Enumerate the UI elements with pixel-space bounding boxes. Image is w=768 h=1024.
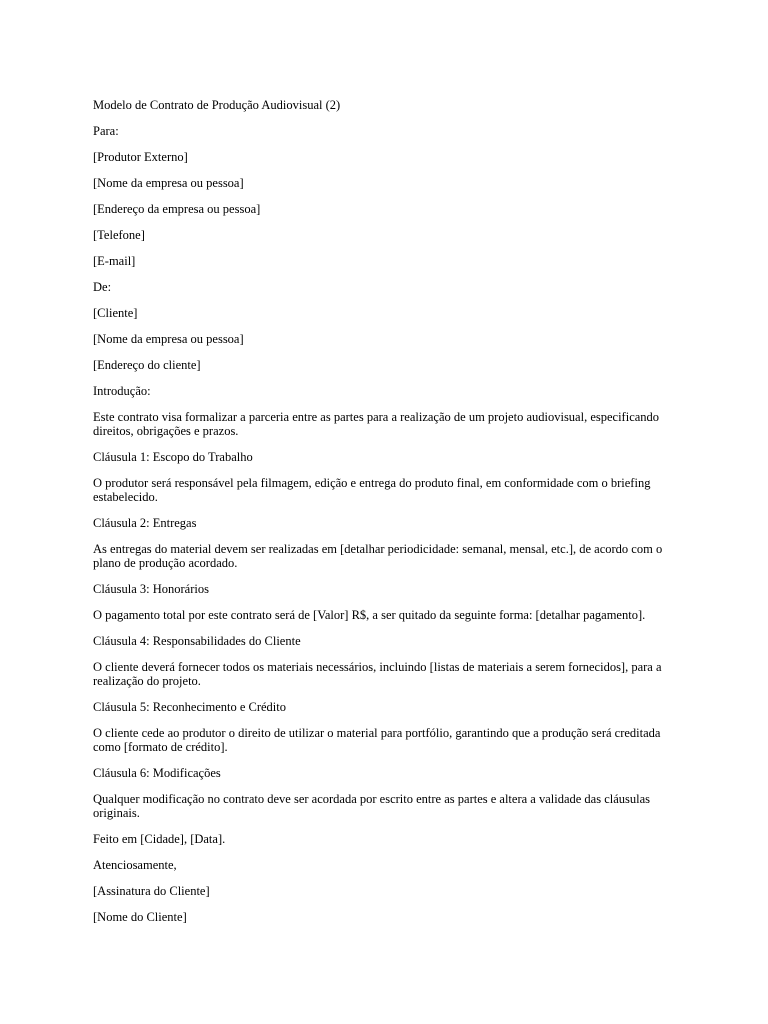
document-title: Modelo de Contrato de Produção Audiovisual (2) [93, 98, 341, 112]
clause-2-heading: Cláusula 2: Entregas [93, 516, 197, 530]
recipient-address: [Endereço da empresa ou pessoa] [93, 202, 261, 216]
sender-address: [Endereço do cliente] [93, 358, 201, 372]
from-label: De: [93, 280, 112, 294]
recipient-email: [E-mail] [93, 254, 136, 268]
clause-6-text: Qualquer modificação no contrato deve ser acordada por escrito entre as partes e altera a validade das cláusulas originais. [93, 792, 651, 820]
sender-name: [Nome da empresa ou pessoa] [93, 332, 244, 346]
clause-5-text: O cliente cede ao produtor o direito de utilizar o material para portfólio, garantindo que a produção será creditada como [formato de crédito]. [93, 726, 661, 754]
client-name: [Nome do Cliente] [93, 910, 187, 924]
place-date: Feito em [Cidade], [Data]. [93, 832, 226, 846]
recipient-phone: [Telefone] [93, 228, 145, 242]
introduction-text: Este contrato visa formalizar a parceria entre as partes para a realização de um projeto audiovisual, especificando direitos, obrigações e prazos. [93, 410, 660, 438]
client-signature: [Assinatura do Cliente] [93, 884, 210, 898]
closing: Atenciosamente, [93, 858, 177, 872]
to-label: Para: [93, 124, 119, 138]
clause-3-heading: Cláusula 3: Honorários [93, 582, 209, 596]
clause-1-text: O produtor será responsável pela filmagem, edição e entrega do produto final, em conformidade com o briefing estabelecido. [93, 476, 651, 504]
clause-6-heading: Cláusula 6: Modificações [93, 766, 221, 780]
document-page [93, 98, 675, 936]
clause-1-heading: Cláusula 1: Escopo do Trabalho [93, 450, 253, 464]
introduction-heading: Introdução: [93, 384, 151, 398]
sender-role: [Cliente] [93, 306, 138, 320]
recipient-name: [Nome da empresa ou pessoa] [93, 176, 244, 190]
clause-3-text: O pagamento total por este contrato será de [Valor] R$, a ser quitado da seguinte forma: [detalhar pagamento]. [93, 608, 646, 622]
recipient-role: [Produtor Externo] [93, 150, 188, 164]
clause-2-text: As entregas do material devem ser realizadas em [detalhar periodicidade: semanal, mensal, etc.], de acordo com o plano de produção acordado. [93, 542, 663, 570]
clause-5-heading: Cláusula 5: Reconhecimento e Crédito [93, 700, 287, 714]
clause-4-text: O cliente deverá fornecer todos os materiais necessários, incluindo [listas de materiais a serem fornecidos], para a realização do projeto. [93, 660, 662, 688]
clause-4-heading: Cláusula 4: Responsabilidades do Cliente [93, 634, 301, 648]
